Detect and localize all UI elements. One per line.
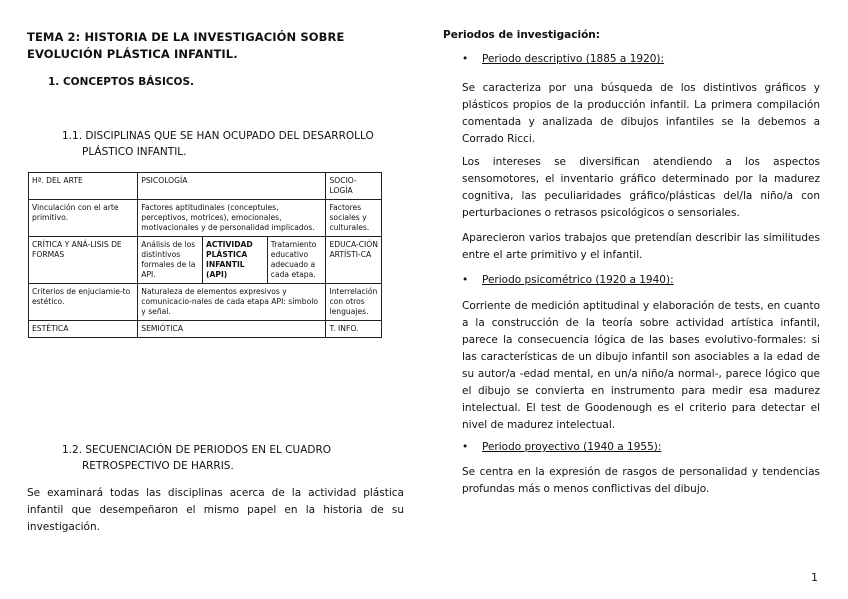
bullet-icon: • [462,53,469,65]
bullet-icon: • [462,274,469,286]
subsection-2-line-1: 1.2. SECUENCIACIÓN DE PERIODOS EN EL CUADRO [62,444,332,456]
table-cell: Interrelación con otros lenguajes. [326,284,382,321]
bullet-item [462,441,661,453]
table-cell: Análisis de los distintivos formales de la API. [138,237,203,284]
left-paragraph: Se examinará todas las disciplinas acerca de la actividad plástica infantil que desempeñaron el mismo papel en la historia de su investigación. [27,487,404,533]
table-cell: T. INFO. [326,321,382,338]
disciplines-table [28,172,382,338]
bullet-label: Periodo descriptivo (1885 a 1920): [482,53,665,65]
bullet-icon: • [462,441,469,453]
table-cell: Factores aptitudinales (conceptules, perceptivos, motrices), emocionales, motivacionales y de personalidad implicados. [138,200,326,237]
bullet-item [462,274,674,286]
paragraph: Aparecieron varios trabajos que pretendían describir las similitudes entre el arte primitivo y el infantil. [462,232,820,261]
table-cell: Factores sociales y culturales. [326,200,382,237]
subsection-heading-1 [62,128,374,160]
title-line-2: EVOLUCIÓN PLÁSTICA INFANTIL. [27,47,238,61]
table-cell: Criterios de enjuciamie-to estético. [29,284,138,321]
page-number: 1 [811,571,818,584]
right-heading: Periodos de investigación: [443,29,600,41]
table-cell: Naturaleza de elementos expresivos y comunicacio-nales de cada etapa API: símbolo y señal. [138,284,326,321]
bullet-label: Periodo proyectivo (1940 a 1955): [482,441,662,453]
table-row [29,284,382,321]
bullet-label: Periodo psicométrico (1920 a 1940): [482,274,674,286]
table-row [29,200,382,237]
section-heading: 1. CONCEPTOS BÁSICOS. [48,76,195,88]
subsection-1-line-2: PLÁSTICO INFANTIL. [82,146,187,158]
table-cell: SOCIO- LOGÍA [326,173,382,200]
table-row [29,321,382,338]
page-title [27,29,344,63]
bullet-item [462,53,664,65]
table-row [29,237,382,284]
table-cell: Tratamiento educativo adecuado a cada etapa. [267,237,326,284]
table-row [29,173,382,200]
table-cell: Vinculación con el arte primitivo. [29,200,138,237]
table-cell: SEMIÓTICA [138,321,326,338]
table-cell: ESTÉTICA [29,321,138,338]
subsection-1-line-1: 1.1. DISCIPLINAS QUE SE HAN OCUPADO DEL DESARROLLO [62,130,374,142]
subsection-2-line-2: RETROSPECTIVO DE HARRIS. [82,460,234,472]
table-cell: Hª. DEL ARTE [29,173,138,200]
paragraph: Se caracteriza por una búsqueda de los distintivos gráficos y plásticos propios de la producción infantil. La primera compilación comentada y analizada de dibujos infantiles se la debemos a Corrado Ricci. [462,82,820,145]
title-line-1: TEMA 2: HISTORIA DE LA INVESTIGACIÓN SOBRE [27,30,345,44]
subsection-heading-2 [62,442,331,474]
table-cell: EDUCA-CIÓN ARTÍSTI-CA [326,237,382,284]
paragraph: Corriente de medición aptitudinal y elaboración de tests, en cuanto a la construcción de la teoría sobre actividad artística infantil, parece la consecuencia lógica de las bases evolutivo-formales: si las características de un dibujo infantil son asociables a la edad de su autor/a -edad mental, en un/a niño/a normal-, parece lógico que el dibujo se convierta en instrumento para medir esa madurez intelectual. El test de Goodenough es el criterio para detectar el nivel de madurez intelectual. [462,300,820,431]
table-cell: CRÍTICA Y ANÁ-LISIS DE FORMAS [29,237,138,284]
table-cell: PSICOLOGÍA [138,173,326,200]
table-cell-highlight: ACTIVIDAD PLÁSTICA INFANTIL (API) [203,237,268,284]
paragraph: Se centra en la expresión de rasgos de personalidad y tendencias profundas más o menos conflictivas del dibujo. [462,466,820,495]
paragraph: Los intereses se diversifican atendiendo a los aspectos sensomotores, el inventario gráfico determinado por la madurez cognitiva, las peculiaridades gráfico/plásticas del/la niño/a con perturbaciones o retrasos psicológicos o sensoriales. [462,156,820,219]
